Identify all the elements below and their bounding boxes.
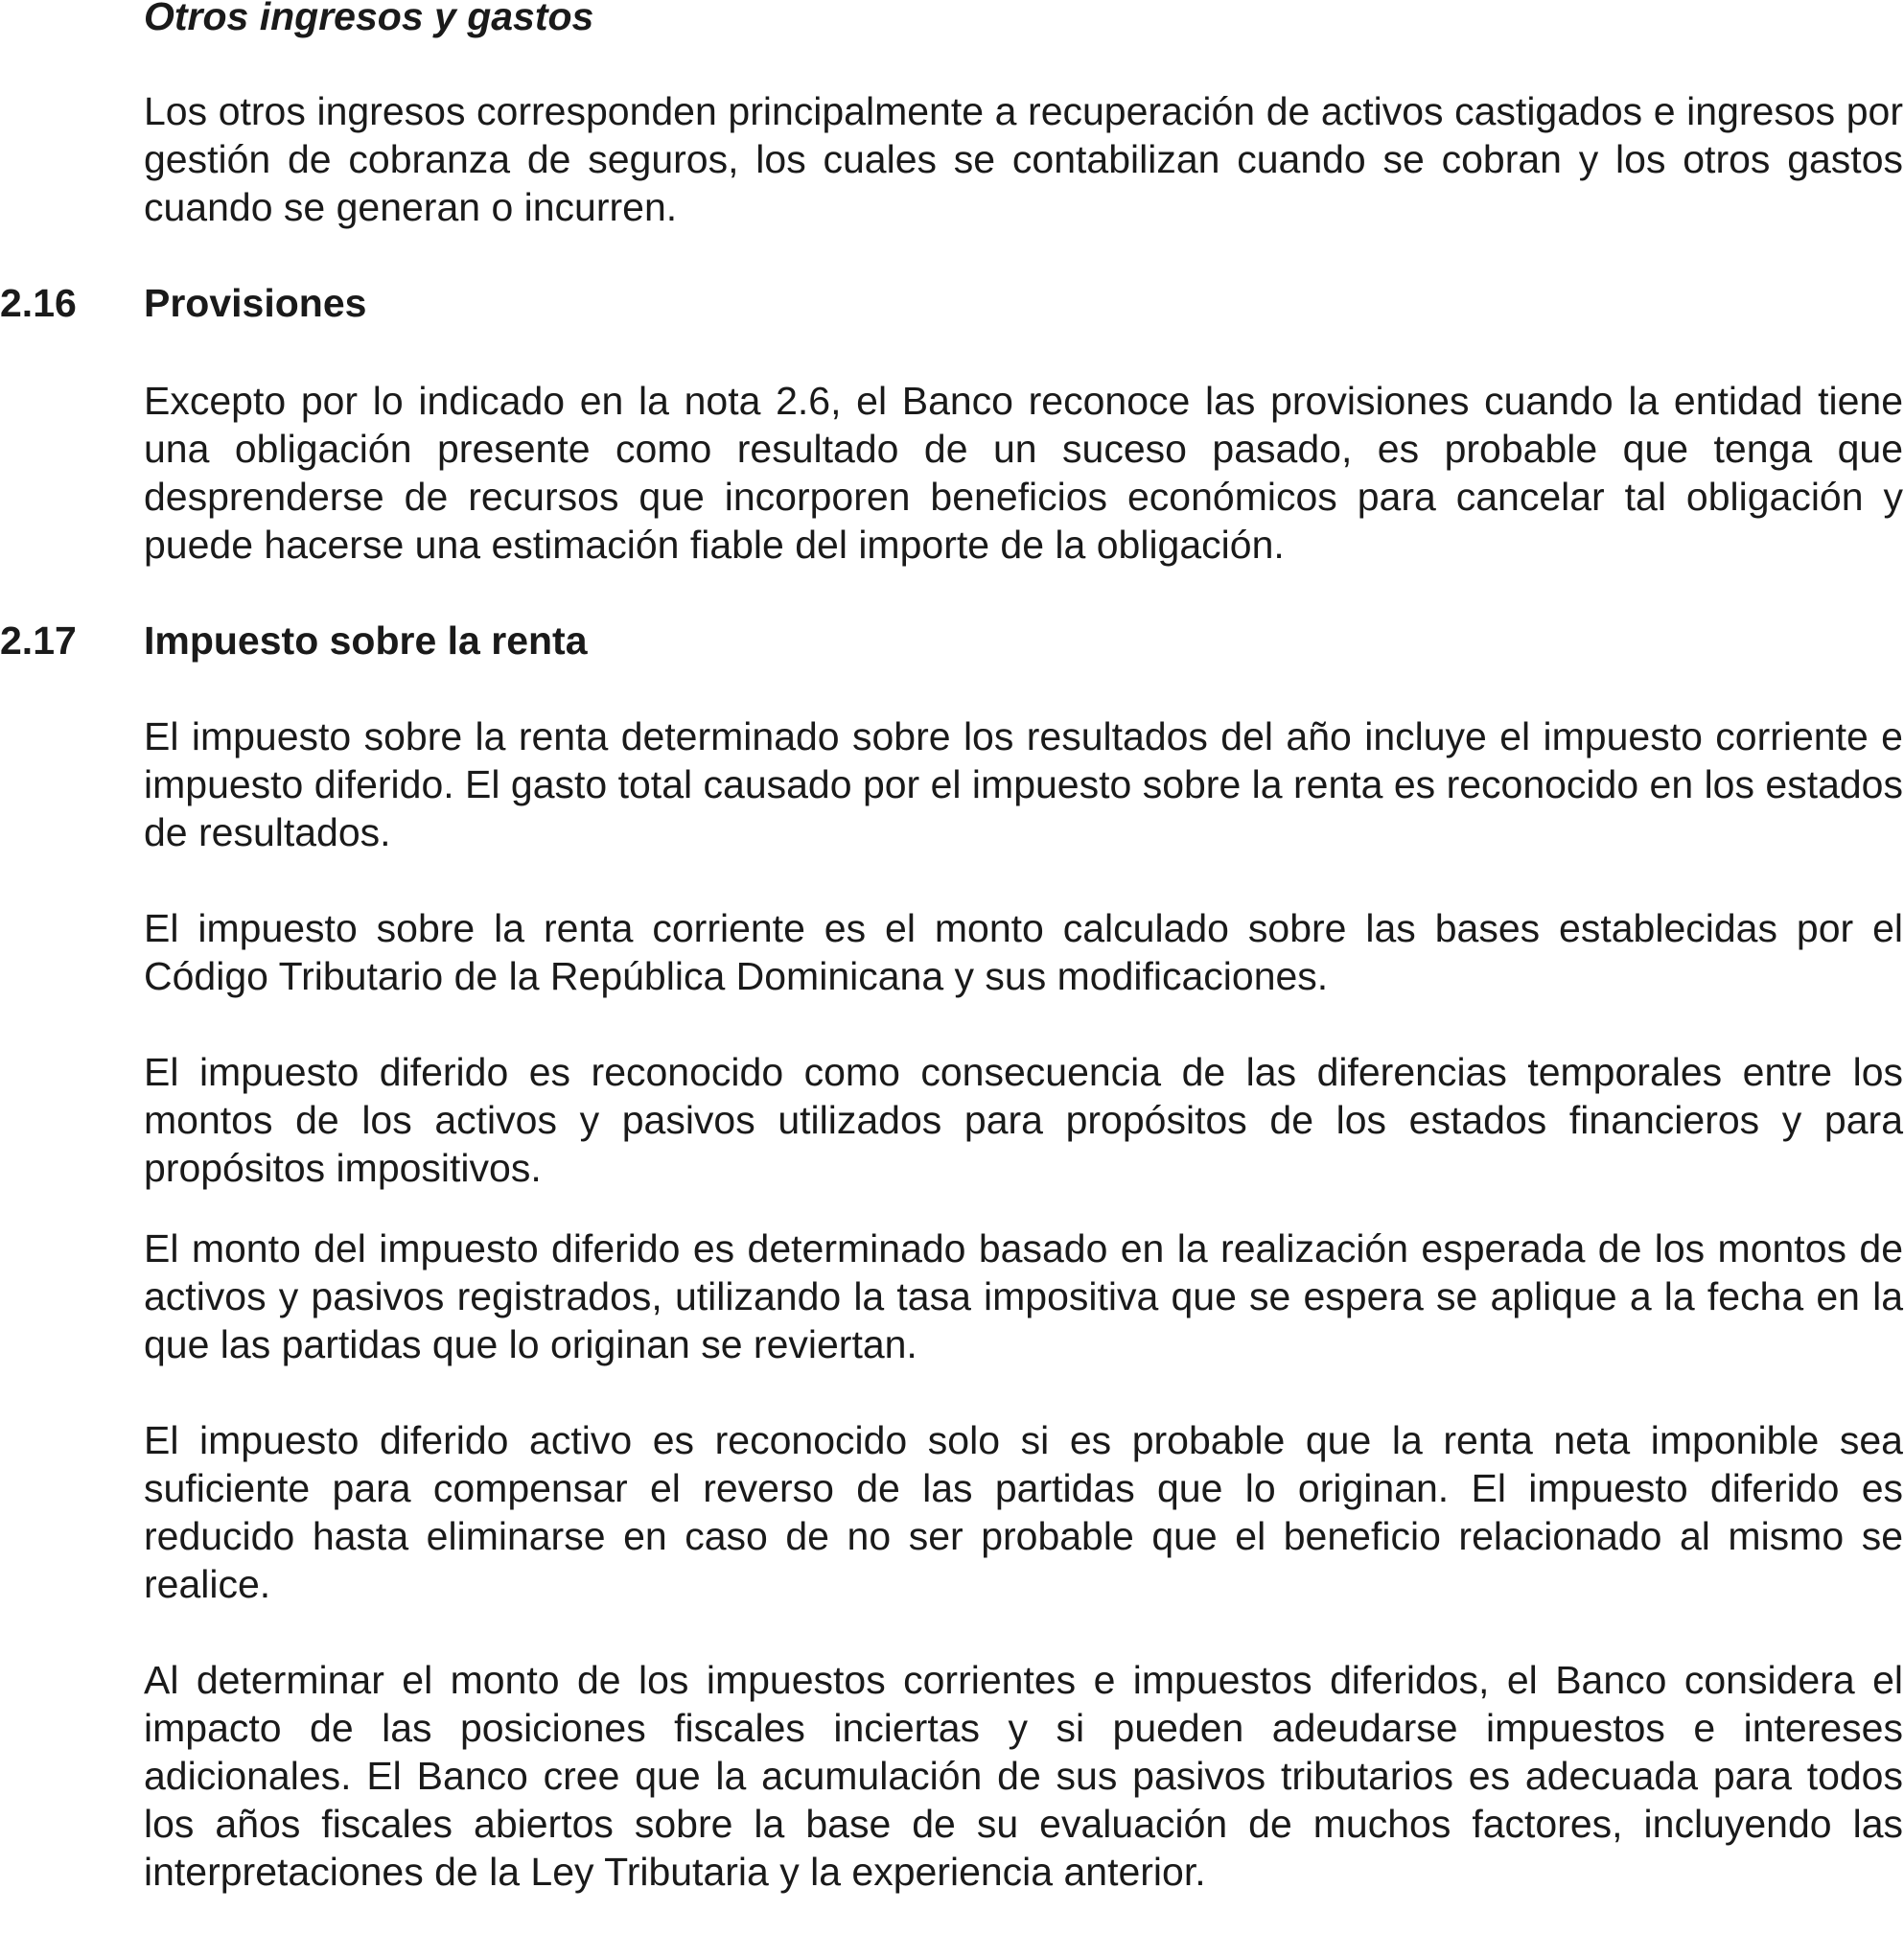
provisiones-paragraph: Excepto por lo indicado en la nota 2.6, el Banco reconoce las provisiones cuando la entidad tiene una obligación presente como resultado de un suceso pasado, es probable que tenga que desprenderse de recursos que incorporen beneficios económicos para cancelar tal obligación y puede hacerse una estimación fiable del importe de la obligación. xyxy=(144,379,1903,567)
impuesto-paragraph-4: El monto del impuesto diferido es determinado basado en la realización esperada de los montos de activos y pasivos registrados, utilizando la tasa impositiva que se espera se aplique a la fecha en la que las partidas que lo originan se reviertan. xyxy=(144,1226,1903,1366)
impuesto-paragraph-6: Al determinar el monto de los impuestos corrientes e impuestos diferidos, el Banco considera el impacto de las posiciones fiscales inciertas y si pueden adeudarse impuestos e intereses adicionales. El Banco cree que la acumulación de sus pasivos tributarios es adecuada para todos los años fiscales abiertos sobre la base de su evaluación de muchos factores, incluyendo las interpretaciones de la Ley Tributaria y la experiencia anterior. xyxy=(144,1658,1903,1894)
impuesto-paragraph-5: El impuesto diferido activo es reconocido solo si es probable que la renta neta imponible sea suficiente para compensar el reverso de las partidas que lo originan. El impuesto diferido es reducido hasta eliminarse en caso de no ser probable que el beneficio relacionado al mismo se realice. xyxy=(144,1418,1903,1606)
impuesto-paragraph-1: El impuesto sobre la renta determinado sobre los resultados del año incluye el impuesto corriente e impuesto diferido. El gasto total causado por el impuesto sobre la renta es reconocido en los estados de resultados. xyxy=(144,714,1903,854)
section-title: Impuesto sobre la renta xyxy=(144,618,588,663)
otros-ingresos-heading: Otros ingresos y gastos xyxy=(144,0,594,38)
impuesto-paragraph-3: El impuesto diferido es reconocido como consecuencia de las diferencias temporales entre los montos de los activos y pasivos utilizados para propósitos de los estados financieros y para propósitos impositivos. xyxy=(144,1050,1903,1190)
otros-ingresos-paragraph: Los otros ingresos corresponden principalmente a recuperación de activos castigados e ingresos por gestión de cobranza de seguros, los cuales se contabilizan cuando se cobran y los otros gastos cuando se generan o incurren. xyxy=(144,89,1903,229)
section-number: 2.17 xyxy=(0,618,77,663)
impuesto-paragraph-2: El impuesto sobre la renta corriente es el monto calculado sobre las bases establecidas por el Código Tributario de la República Dominicana y sus modificaciones. xyxy=(144,906,1903,998)
section-title: Provisiones xyxy=(144,281,367,325)
section-number: 2.16 xyxy=(0,281,77,325)
